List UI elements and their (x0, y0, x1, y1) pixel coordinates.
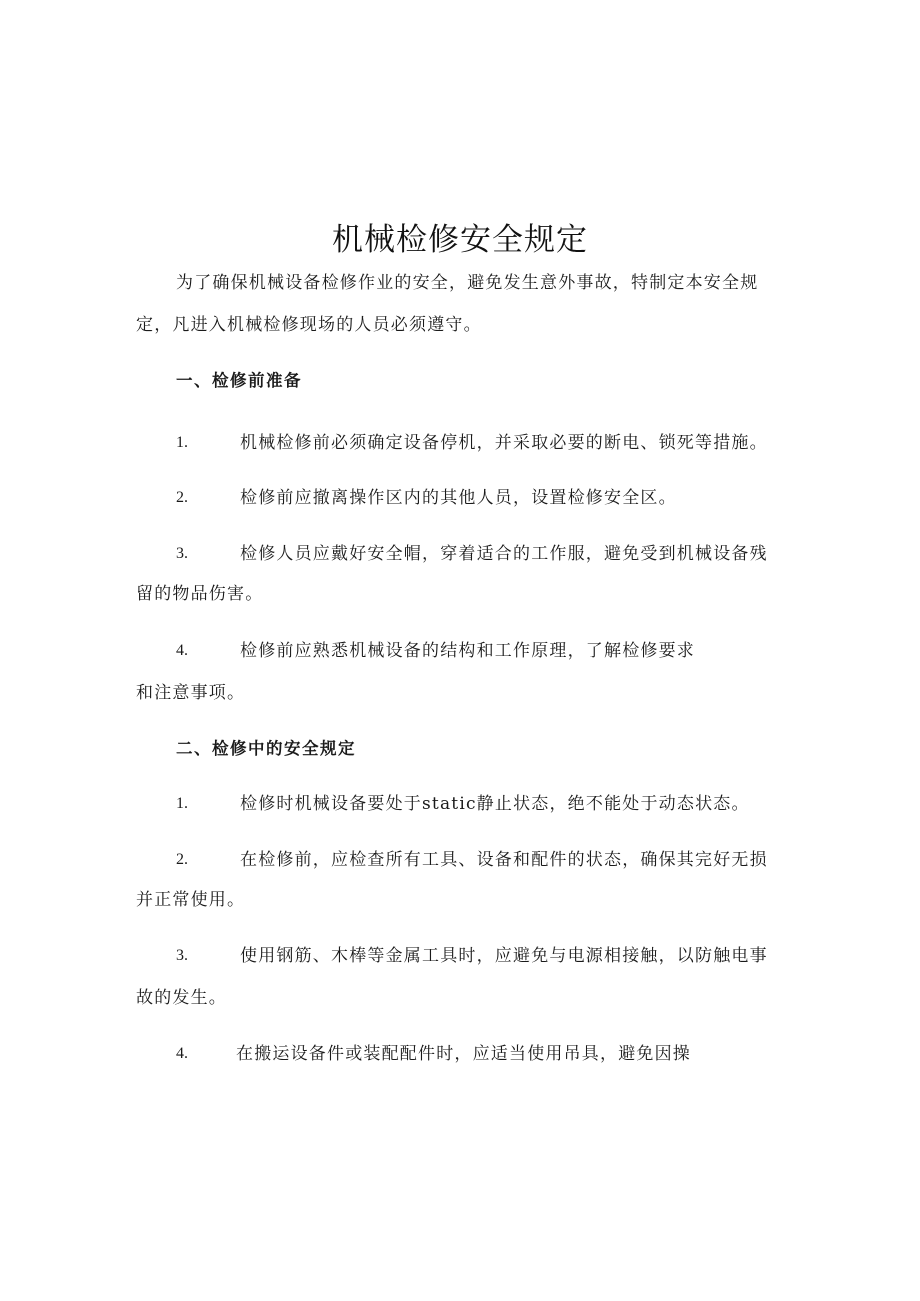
item-text: 机械检修前必须确定设备停机，并采取必要的断电、锁死等措施。 (240, 433, 768, 453)
item-text: 检修前应熟悉机械设备的结构和工作原理，了解检修要求 (240, 641, 695, 661)
item-text: 检修前应撤离操作区内的其他人员，设置检修安全区。 (240, 488, 677, 508)
item-text: 检修时机械设备要处于static静止状态，绝不能处于动态状态。 (240, 794, 750, 814)
item-number: 2. (176, 489, 188, 506)
item-text-continuation: 留的物品伤害。 (136, 584, 264, 604)
section-heading-1: 一、检修前准备 (176, 371, 302, 390)
item-number: 1. (176, 434, 188, 451)
item-text: 在搬运设备件或装配配件时，应适当使用吊具，避免因操 (236, 1044, 691, 1064)
item-text: 在检修前，应检查所有工具、设备和配件的状态，确保其完好无损 (240, 850, 768, 870)
item-text-continuation: 故的发生。 (136, 988, 227, 1008)
item-number: 3. (176, 947, 188, 964)
item-number: 4. (176, 642, 188, 659)
item-text: 检修人员应戴好安全帽，穿着适合的工作服，避免受到机械设备残 (240, 544, 768, 564)
item-number: 2. (176, 851, 188, 868)
item-text: 使用钢筋、木棒等金属工具时，应避免与电源相接触，以防触电事 (240, 946, 768, 966)
section-heading-2: 二、检修中的安全规定 (176, 739, 356, 758)
intro-line-1: 为了确保机械设备检修作业的安全，避免发生意外事故，特制定本安全规 (176, 273, 759, 293)
item-number: 3. (176, 545, 188, 562)
document-title: 机械检修安全规定 (332, 222, 588, 258)
item-number: 1. (176, 795, 188, 812)
item-number: 4. (176, 1045, 188, 1062)
item-text-continuation: 并正常使用。 (136, 890, 246, 910)
item-text-continuation: 和注意事项。 (136, 683, 246, 703)
intro-line-2: 定，凡进入机械检修现场的人员必须遵守。 (136, 315, 482, 335)
